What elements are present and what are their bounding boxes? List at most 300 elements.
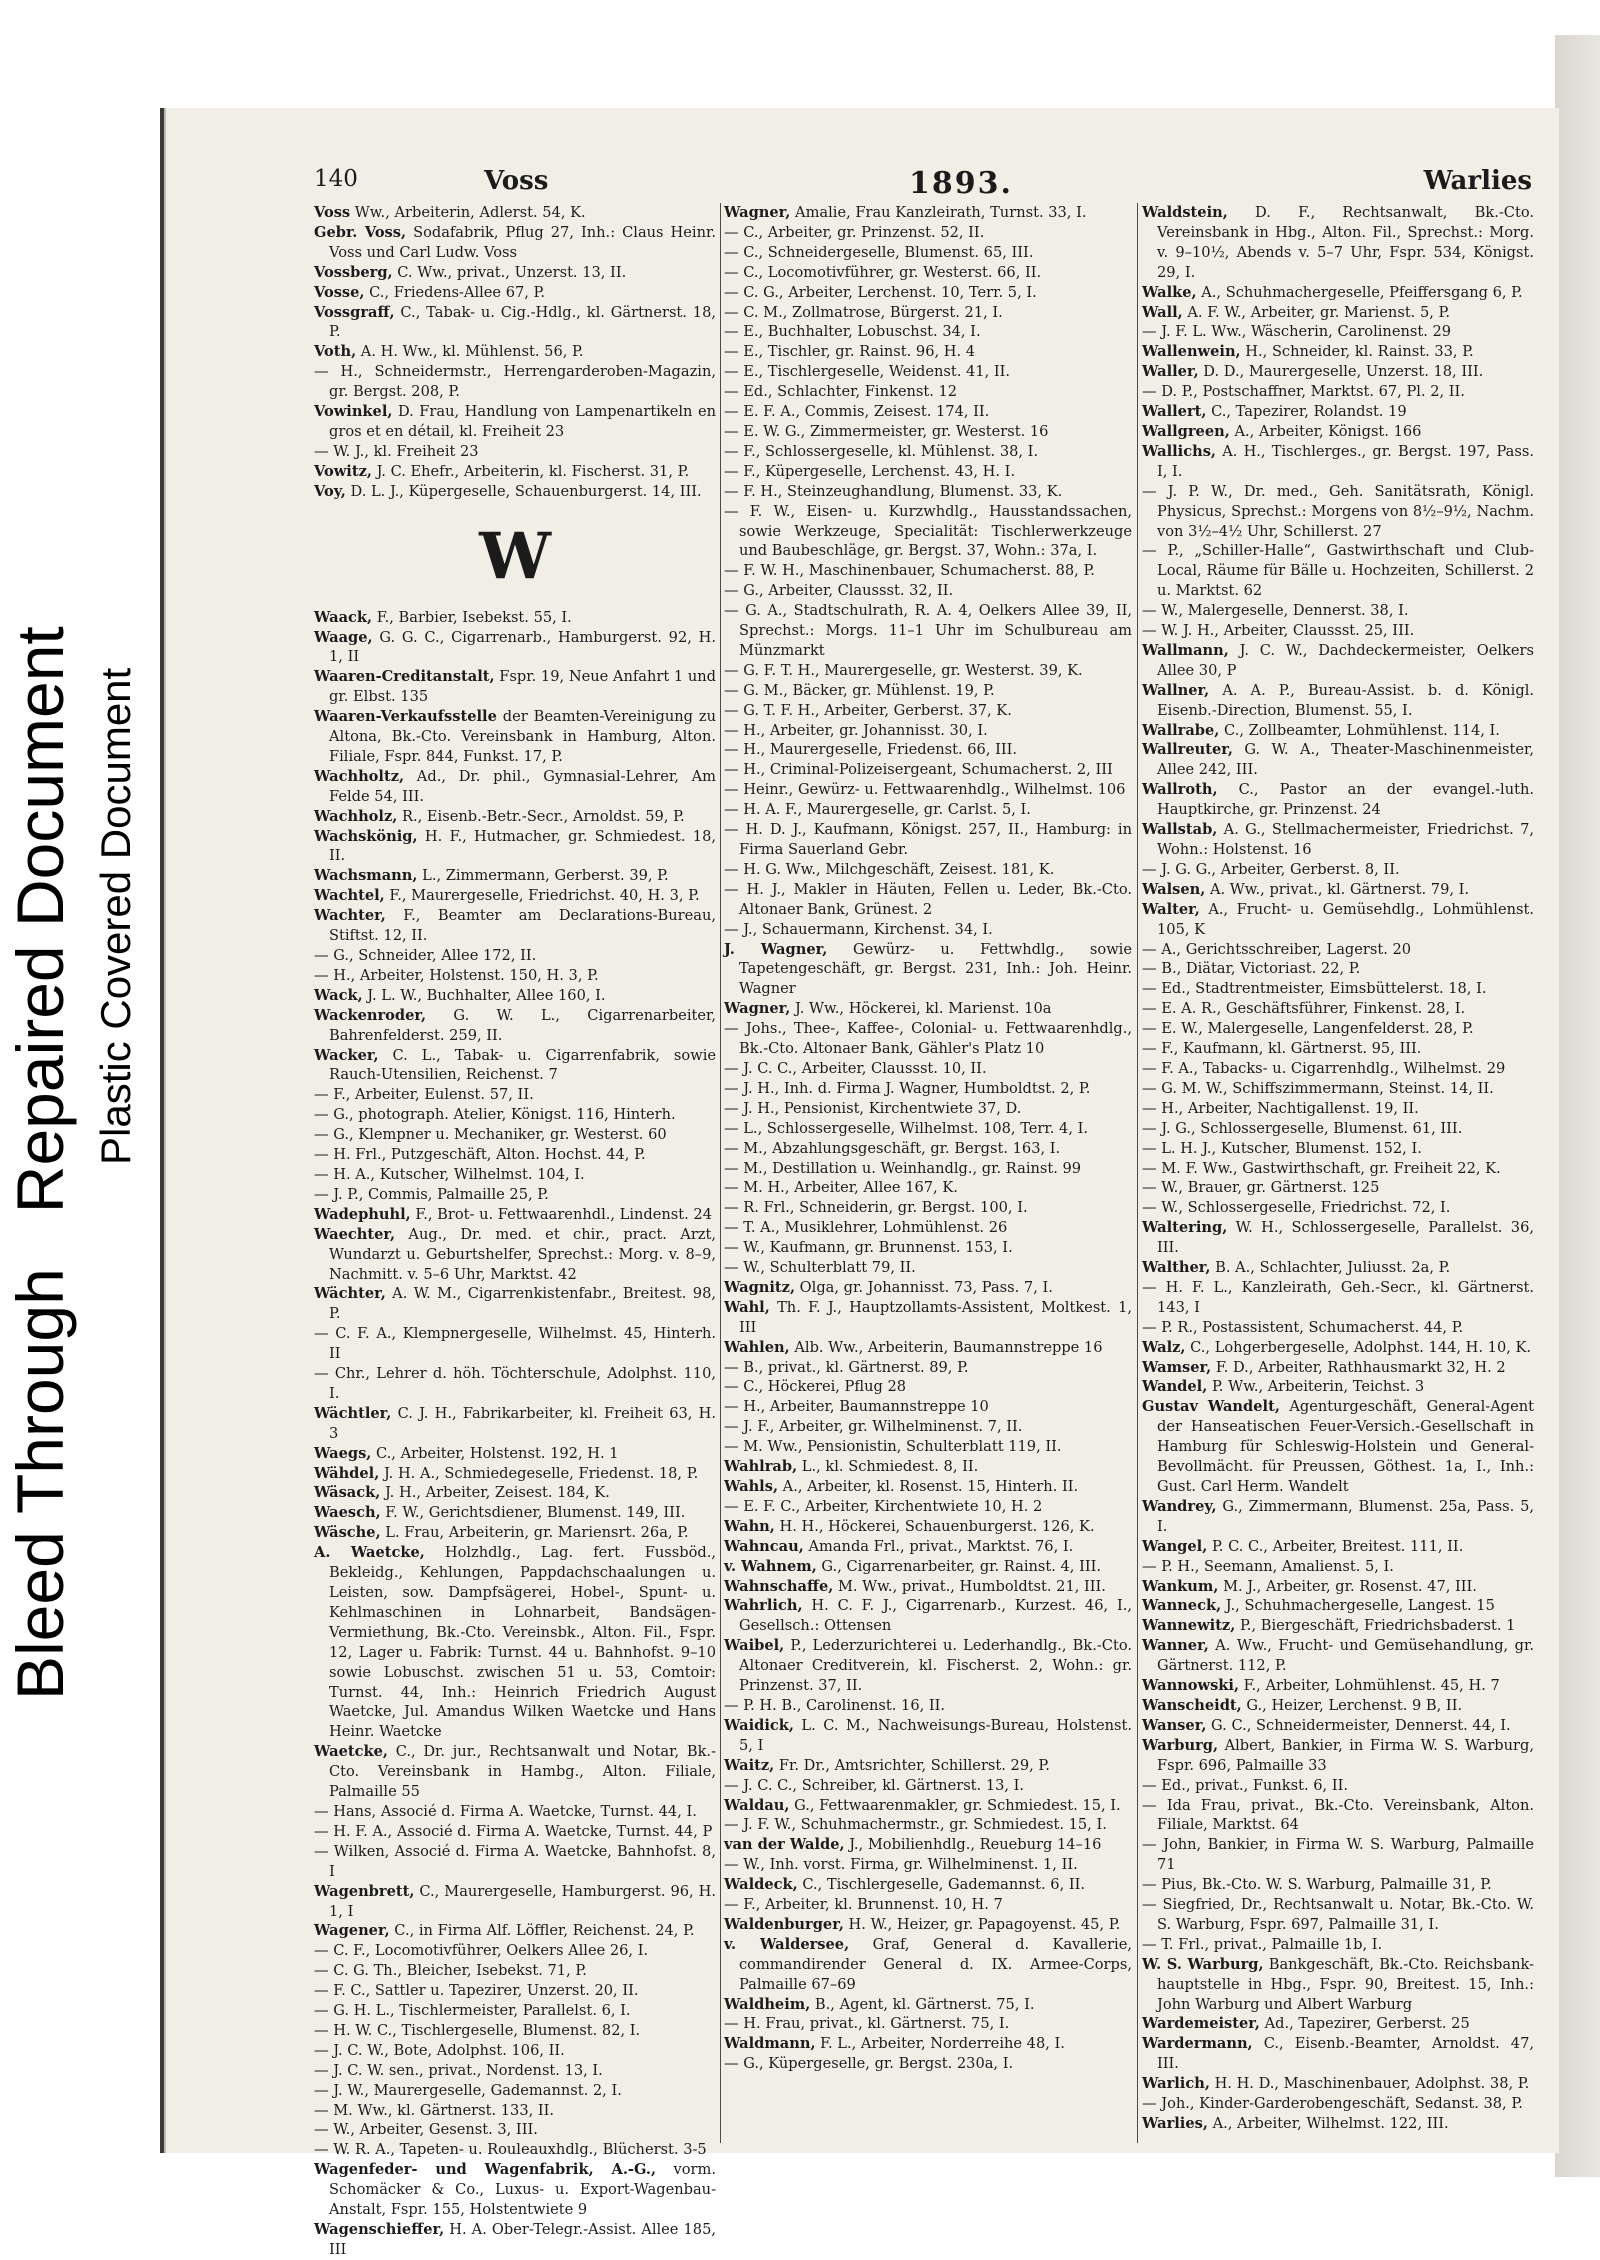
entry-details: G. W. A., Theater-Maschinenmeister, Allee 242, III. [1157, 741, 1534, 779]
entry-name: Wahl, [724, 1298, 770, 1316]
entry-name: Wahls, [724, 1478, 779, 1495]
entry-details: F., Beamter am Declarations-Bureau, Stiftst. 12, II. [329, 907, 716, 945]
entry-name: Wahlen, [724, 1338, 790, 1356]
entry-details: P. C. C., Arbeiter, Breitest. 111, II. [1207, 1537, 1464, 1555]
directory-entry [314, 1006, 716, 1046]
entry-details: H. H., Höckerei, Schauenburgerst. 126, K. [774, 1517, 1095, 1535]
directory-entry [724, 1875, 1132, 1895]
directory-entry [1142, 1616, 1534, 1636]
column-2 [724, 203, 1132, 2143]
directory-entry [1142, 1497, 1534, 1537]
entry-name: Wallmann, [1142, 641, 1229, 659]
directory-entry [314, 1822, 716, 1842]
directory-entry [724, 482, 1132, 502]
directory-entry [724, 1338, 1132, 1358]
entry-name: Voss [314, 204, 351, 221]
directory-entry [314, 767, 716, 807]
directory-entry [1142, 621, 1534, 641]
entry-name: Wanner, [1142, 1637, 1209, 1655]
entry-details: — H., Arbeiter, Holstenst. 150, H. 3, P. [314, 966, 599, 984]
entry-details: — C., Schneidergeselle, Blumenst. 65, III. [724, 243, 1034, 261]
directory-entry [1142, 2014, 1534, 2034]
directory-entry [724, 1477, 1132, 1497]
entry-details: — J. C. C., Schreiber, kl. Gärtnerst. 13, I. [724, 1776, 1025, 1794]
entry-details: H. C. F. J., Cigarrenarb., Kurzest. 46, I., Gesellsch.: Ottensen [739, 1597, 1132, 1635]
entry-name: Wannowski, [1142, 1677, 1240, 1695]
entry-details: B. A., Schlachter, Juliusst. 2a, P. [1210, 1259, 1451, 1277]
entry-details: Amalie, Frau Kanzleirath, Turnst. 33, I. [790, 204, 1087, 221]
entry-name: Wannewitz, [1142, 1617, 1236, 1635]
entry-details: — M. H., Arbeiter, Allee 167, K. [724, 1179, 958, 1197]
directory-entry [724, 860, 1132, 880]
directory-entry [314, 1225, 716, 1285]
directory-entry [1142, 860, 1534, 880]
directory-entry [724, 1596, 1132, 1636]
directory-entry [1142, 1636, 1534, 1676]
directory-entry [314, 402, 716, 442]
entry-details: — H. F. L., Kanzleirath, Geh.-Secr., kl. Gärtnerst. 143, I [1142, 1278, 1534, 1316]
column-rule [720, 203, 721, 2143]
directory-entry [1142, 1198, 1534, 1218]
entry-details: — W., Schlossergeselle, Friedrichst. 72, I. [1142, 1199, 1451, 1217]
directory-entry [724, 1417, 1132, 1437]
entry-details: — J. P., Commis, Palmaille 25, P. [314, 1185, 549, 1203]
entry-name: Wachter, [314, 907, 386, 925]
directory-entry [314, 263, 716, 283]
entry-name: Walther, [1142, 1259, 1211, 1277]
directory-entry [1142, 1338, 1534, 1358]
entry-details: A., Arbeiter, Wilhelmst. 122, III. [1207, 2115, 1449, 2132]
directory-entry [314, 1483, 716, 1503]
entry-details: — B., Diätar, Victoriast. 22, P. [1142, 960, 1361, 978]
entry-details: G., Heizer, Lerchenst. 9 B, II. [1241, 1696, 1463, 1714]
directory-entry [314, 1125, 716, 1145]
entry-name: Wallgreen, [1142, 422, 1230, 440]
directory-entry [1142, 959, 1534, 979]
entry-name: Wacker, [314, 1046, 379, 1064]
entry-name: Waidick, [724, 1716, 794, 1734]
entry-details: Graf, General d. Kavallerie, commandirender General d. IX. Armee-Corps, Palmaille 67–69 [739, 1935, 1132, 1993]
directory-entry [1142, 1178, 1534, 1198]
entry-details: — T. Frl., privat., Palmaille 1b, I. [1142, 1935, 1383, 1953]
entry-name: Wardemeister, [1142, 2015, 1260, 2033]
entry-details: D. L. J., Küpergeselle, Schauenburgerst. 14, III. [345, 482, 702, 500]
label-repaired-document: Repaired Document [3, 626, 77, 1214]
directory-entry [724, 1178, 1132, 1198]
entry-details: Ad., Dr. phil., Gymnasial-Lehrer, Am Felde 54, III. [329, 767, 716, 805]
entry-name: Waltering, [1142, 1219, 1228, 1237]
directory-entry [724, 1139, 1132, 1159]
directory-entry [724, 681, 1132, 701]
directory-entry [724, 701, 1132, 721]
directory-entry [314, 866, 716, 886]
entry-details: — H., Maurergeselle, Friedenst. 66, III. [724, 741, 1018, 759]
directory-entry [1142, 1139, 1534, 1159]
entry-details: H. A. Ober-Telegr.-Assist. Allee 185, III [329, 2221, 716, 2258]
entry-name: v. Waldersee, [724, 1935, 850, 1953]
entry-details: — M. Ww., Pensionistin, Schulterblatt 119, II. [724, 1438, 1062, 1456]
directory-entry [724, 382, 1132, 402]
directory-entry [1142, 1019, 1534, 1039]
directory-entry [1142, 1099, 1534, 1119]
directory-entry [1142, 1577, 1534, 1597]
entry-name: Voth, [314, 343, 357, 361]
entry-details: Sodafabrik, Pflug 27, Inh.: Claus Heinr. Voss und Carl Ludw. Voss [329, 223, 716, 261]
entry-details: — F. A., Tabacks- u. Cigarrenhdlg., Wilhelmst. 29 [1142, 1059, 1506, 1077]
entry-details: — A., Gerichtsschreiber, Lagerst. 20 [1142, 940, 1412, 958]
entry-details: — C. F., Locomotivführer, Oelkers Allee 26, I. [314, 1942, 649, 1960]
directory-entry [1142, 1875, 1534, 1895]
entry-details: — C. F. A., Klempnergeselle, Wilhelmst. 45, Hinterh. II [314, 1325, 716, 1363]
directory-entry [1142, 1736, 1534, 1776]
entry-details: — W., Arbeiter, Gesenst. 3, III. [314, 2121, 538, 2139]
directory-entry [724, 1776, 1132, 1796]
entry-name: Wahnschaffe, [724, 1577, 834, 1595]
directory-entry [1142, 1776, 1534, 1796]
entry-name: Wachtel, [314, 887, 385, 905]
entry-details: Olga, gr. Johannisst. 73, Pass. 7, I. [795, 1278, 1053, 1296]
entry-details: — W., Brauer, gr. Gärtnerst. 125 [1142, 1179, 1380, 1197]
entry-details: — H. F. A., Associé d. Firma A. Waetcke, Turnst. 44, P [314, 1822, 713, 1840]
entry-name: Wahn, [724, 1517, 775, 1535]
entry-name: Waetcke, [314, 1743, 388, 1761]
entry-details: Ad., Tapezirer, Gerberst. 25 [1259, 2015, 1470, 2033]
directory-entry [724, 880, 1132, 920]
directory-entry [1142, 2034, 1534, 2074]
entry-details: — J. F., Arbeiter, gr. Wilhelminenst. 7, II. [724, 1418, 1023, 1436]
entry-details: C., Arbeiter, Holstenst. 192, H. 1 [371, 1444, 619, 1462]
entry-details: — W., Inh. vorst. Firma, gr. Wilhelminenst. 1, II. [724, 1856, 1078, 1874]
entry-details: Fspr. 19, Neue Anfahrt 1 und gr. Elbst. 135 [329, 668, 716, 706]
entry-details: L. C. M., Nachweisungs-Bureau, Holstenst. 5, I [739, 1716, 1132, 1754]
directory-entry [1142, 1557, 1534, 1577]
directory-entry [724, 1278, 1132, 1298]
entry-name: Wallstab, [1142, 821, 1218, 839]
directory-entry [314, 1981, 716, 2001]
entry-details: — John, Bankier, in Firma W. S. Warburg, Palmaille 71 [1142, 1836, 1534, 1874]
entry-name: Wackenroder, [314, 1006, 427, 1024]
entry-details: F., Brot- u. Fettwaarenhdl., Lindenst. 24 [410, 1205, 712, 1223]
entry-name: Waibel, [724, 1637, 785, 1655]
directory-entry [724, 1099, 1132, 1119]
entry-details: — W. J. H., Arbeiter, Claussst. 25, III. [1142, 622, 1415, 640]
entry-details: — P. H. B., Carolinenst. 16, II. [724, 1696, 946, 1714]
directory-entry [1142, 482, 1534, 542]
directory-entry [314, 986, 716, 1006]
directory-entry [1142, 1278, 1534, 1318]
directory-entry [724, 1537, 1132, 1557]
entry-name: Wagenschieffer, [314, 2221, 445, 2238]
directory-entry [314, 462, 716, 482]
entry-details: — M. F. Ww., Gastwirthschaft, gr. Freiheit 22, K. [1142, 1159, 1501, 1177]
entry-details: — G. A., Stadtschulrath, R. A. 4, Oelkers Allee 39, II, Sprechst.: Morgs. 11–1 Uhr im Schulbureau am Münzmarkt [724, 602, 1132, 659]
directory-entry [724, 243, 1132, 263]
entry-details: J. H., Arbeiter, Zeisest. 184, K. [380, 1484, 610, 1502]
entry-name: Wagenfeder- und Wagenfabrik, A.-G., [314, 2161, 657, 2179]
entry-name: Warlich, [1142, 2075, 1210, 2093]
entry-name: Waegs, [314, 1444, 372, 1462]
entry-details: — W. J., kl. Freiheit 23 [314, 442, 479, 460]
directory-entry [1142, 2074, 1534, 2094]
entry-details: F., Arbeiter, Lohmühlenst. 45, H. 7 [1239, 1677, 1500, 1695]
directory-entry [724, 283, 1132, 303]
entry-details: B., Agent, kl. Gärtnerst. 75, I. [810, 1995, 1035, 2013]
entry-details: der Beamten-Vereinigung zu Altona, Bk.-Cto. Vereinsbank in Hamburg, Alton. Filiale, Fspr. 844, Funkst. 17, P. [329, 708, 716, 765]
entry-details: L., kl. Schmiedest. 8, II. [797, 1458, 979, 1476]
directory-entry [724, 1935, 1132, 1995]
directory-entry [1142, 900, 1534, 940]
directory-entry [314, 203, 716, 223]
entry-details: D. Frau, Handlung von Lampenartikeln en gros et en détail, kl. Freiheit 23 [329, 403, 716, 440]
entry-details: Alb. Ww., Arbeiterin, Baumannstreppe 16 [789, 1338, 1103, 1356]
directory-entry [724, 1756, 1132, 1776]
entry-details: — G., Küpergeselle, gr. Bergst. 230a, I. [724, 2055, 1014, 2073]
section-letter: W [479, 518, 551, 594]
directory-entry [314, 1046, 716, 1086]
entry-details: G., Zimmermann, Blumenst. 25a, Pass. 5, I. [1157, 1497, 1534, 1535]
directory-entry [724, 1238, 1132, 1258]
directory-entry [1142, 2114, 1534, 2134]
entry-details: C., Dr. jur., Rechtsanwalt und Notar, Bk.-Cto. Vereinsbank in Hambg., Alton. Filiale, Palmaille 55 [329, 1743, 716, 1801]
directory-entry [1142, 1079, 1534, 1099]
directory-entry [724, 1716, 1132, 1756]
page-edge [1555, 35, 1600, 2177]
entry-details: — Ed., Stadtrentmeister, Eimsbüttelerst. 18, I. [1142, 980, 1487, 998]
directory-entry [1142, 283, 1534, 303]
entry-details: — J. G., Schlossergeselle, Blumenst. 61, III. [1142, 1119, 1463, 1137]
entry-details: — C. G. Th., Bleicher, Isebekst. 71, P. [314, 1962, 587, 1980]
entry-details: — Hans, Associé d. Firma A. Waetcke, Turnst. 44, I. [314, 1802, 697, 1820]
entry-details: — R. Frl., Schneiderin, gr. Bergst. 100, I. [724, 1199, 1028, 1217]
entry-name: Waesch, [314, 1504, 381, 1522]
directory-entry [1142, 1716, 1534, 1736]
entry-details: — H. A., Kutscher, Wilhelmst. 104, I. [314, 1165, 585, 1183]
header-left-word: Voss [484, 166, 549, 196]
entry-name: Waller, [1142, 363, 1199, 381]
entry-details: — J. C. W., Bote, Adolphst. 106, II. [314, 2041, 565, 2059]
entry-details: C., Zollbeamter, Lohmühlenst. 114, I. [1219, 721, 1500, 739]
entry-name: Waaren-Creditanstalt, [314, 668, 495, 686]
directory-entry [1142, 999, 1534, 1019]
directory-entry [1142, 541, 1534, 601]
entry-details: — W., Kaufmann, gr. Brunnenst. 153, I. [724, 1239, 1013, 1257]
entry-name: Gebr. Voss, [314, 223, 407, 241]
entry-details: C., Friedens-Allee 67, P. [364, 283, 546, 301]
directory-entry [314, 608, 716, 628]
directory-entry [724, 1119, 1132, 1139]
directory-entry [314, 1185, 716, 1205]
directory-entry [314, 1523, 716, 1543]
entry-details: — E. F. C., Arbeiter, Kirchentwiete 10, H. 2 [724, 1497, 1043, 1515]
side-labels [0, 0, 160, 2177]
entry-name: J. Wagner, [724, 940, 828, 958]
directory-entry [724, 263, 1132, 283]
directory-entry [724, 1696, 1132, 1716]
directory-entry [724, 1298, 1132, 1338]
entry-details: — G., Klempner u. Mechaniker, gr. Westerst. 60 [314, 1126, 667, 1144]
entry-details: — T. A., Musiklehrer, Lohmühlenst. 26 [724, 1219, 1008, 1237]
entry-details: A. G., Stellmachermeister, Friedrichst. 7, Wohn.: Holstenst. 16 [1157, 821, 1534, 858]
entry-name: Walsen, [1142, 880, 1206, 898]
entry-details: Bankgeschäft, Bk.-Cto. Reichsbank-hauptstelle in Hbg., Fspr. 90, Breitest. 15, Inh.: John Warburg und Albert Warburg [1157, 1955, 1534, 2013]
label-bleed-repaired [2, 626, 78, 1700]
entry-details: — G., Arbeiter, Claussst. 32, II. [724, 582, 954, 600]
entry-details: — G. F. T. H., Maurergeselle, gr. Westerst. 39, K. [724, 661, 1083, 679]
directory-entry [724, 502, 1132, 562]
directory-entry [724, 920, 1132, 940]
directory-entry [724, 1636, 1132, 1696]
directory-entry [724, 1258, 1132, 1278]
entry-details: — H., Arbeiter, gr. Johannisst. 30, I. [724, 721, 988, 739]
entry-details: — G. M. W., Schiffszimmermann, Steinst. 14, II. [1142, 1079, 1494, 1097]
entry-details: — H., Arbeiter, Nachtigallenst. 19, II. [1142, 1099, 1419, 1117]
entry-details: C., Pastor an der evangel.-luth. Hauptkirche, gr. Prinzenst. 24 [1157, 781, 1534, 819]
entry-details: — E., Tischler, gr. Rainst. 96, H. 4 [724, 343, 976, 361]
header-right-word: Warlies [1423, 166, 1532, 196]
entry-details: C. L., Tabak- u. Cigarrenfabrik, sowie Rauch-Utensilien, Reichenst. 7 [329, 1046, 716, 1084]
entry-details: L., Zimmermann, Gerberst. 39, P. [417, 867, 669, 885]
entry-details: — J. C. W. sen., privat., Nordenst. 13, I. [314, 2061, 603, 2079]
entry-name: Wanneck, [1142, 1597, 1222, 1615]
entry-details: A., Schuhmachergeselle, Pfeiffersgang 6, P. [1196, 283, 1523, 301]
directory-entry [314, 667, 716, 707]
directory-entry [314, 442, 716, 462]
entry-details: — F., Arbeiter, Eulenst. 57, II. [314, 1086, 534, 1104]
entry-details: G. W. L., Cigarrenarbeiter, Bahrenfelderst. 259, II. [329, 1006, 716, 1044]
directory-entry [724, 760, 1132, 780]
directory-entry [314, 1165, 716, 1185]
entry-details: A. A. P., Bureau-Assist. b. d. Königl. Eisenb.-Direction, Blumenst. 55, I. [1157, 681, 1534, 719]
column-1 [314, 203, 716, 2258]
entry-details: A. F. W., Arbeiter, gr. Marienst. 5, P. [1182, 303, 1451, 321]
entry-details: — C., Höckerei, Pflug 28 [724, 1378, 907, 1396]
entry-details: Albert, Bankier, in Firma W. S. Warburg, Fspr. 696, Palmaille 33 [1157, 1736, 1534, 1774]
directory-entry [724, 1019, 1132, 1059]
entry-details: C., Tabak- u. Cig.-Hdlg., kl. Gärtnerst. 18, P. [329, 303, 716, 341]
entry-name: Waldheim, [724, 1995, 811, 2013]
directory-entry [1142, 1955, 1534, 2015]
entry-details: — M., Destillation u. Weinhandlg., gr. Rainst. 99 [724, 1159, 1082, 1177]
entry-details: Gewürz- u. Fettwhdlg., sowie Tapetengeschäft, gr. Bergst. 231, Inh.: Joh. Heinr. Wagner [739, 940, 1132, 998]
entry-details: — L. H. J., Kutscher, Blumenst. 152, I. [1142, 1139, 1422, 1157]
label-plastic-covered: Plastic Covered Document [92, 667, 139, 1165]
directory-entry [1142, 1119, 1534, 1139]
directory-entry [314, 1085, 716, 1105]
directory-entry [1142, 1835, 1534, 1875]
entry-details: G., Fettwaarenmakler, gr. Schmiedest. 15, I. [789, 1796, 1121, 1814]
directory-entry [724, 820, 1132, 860]
directory-entry [724, 1517, 1132, 1537]
entry-details: J. H. A., Schmiedegeselle, Friedenst. 18, P. [379, 1464, 699, 1482]
entry-details: — G., Schneider, Allee 172, II. [314, 947, 537, 964]
directory-entry [724, 1497, 1132, 1517]
entry-details: — J. F. W., Schuhmachermstr., gr. Schmiedest. 15, I. [724, 1816, 1107, 1834]
directory-entry [724, 940, 1132, 1000]
directory-entry [314, 1145, 716, 1165]
entry-details: Ww., Arbeiterin, Adlerst. 54, K. [350, 204, 586, 221]
directory-entry [1142, 1696, 1534, 1716]
entry-name: Waldeck, [724, 1876, 798, 1894]
directory-entry [314, 1543, 716, 1742]
entry-name: Wachskönig, [314, 827, 418, 845]
directory-entry [314, 1444, 716, 1464]
entry-details: G. C., Schneidermeister, Dennerst. 44, I. [1206, 1716, 1511, 1734]
entry-details: — D. P., Postschaffner, Marktst. 67, Pl. 2, II. [1142, 383, 1465, 401]
directory-entry [1142, 322, 1534, 342]
entry-details: — E. F. A., Commis, Zeisest. 174, II. [724, 403, 990, 421]
directory-entry [314, 2120, 716, 2140]
entry-details: — Wilken, Associé d. Firma A. Waetcke, Bahnhofst. 8, I [314, 1842, 716, 1880]
entry-name: Wagener, [314, 1922, 390, 1940]
entry-details: G. G. C., Cigarrenarb., Hamburgerst. 92, H. 1, II [329, 628, 716, 666]
entry-name: Vossberg, [314, 263, 393, 281]
directory-entry [314, 1324, 716, 1364]
directory-entry [1142, 402, 1534, 422]
entry-details: J., Mobilienhdlg., Reueburg 14–16 [844, 1836, 1102, 1854]
entry-details: — J. W., Maurergeselle, Gademannst. 2, I. [314, 2081, 622, 2099]
entry-details: C., Lohgerbergeselle, Adolphst. 144, H. 10, K. [1185, 1338, 1532, 1356]
directory-entry [1142, 1318, 1534, 1338]
entry-details: Fr. Dr., Amtsrichter, Schillerst. 29, P. [774, 1756, 1050, 1774]
entry-name: Waldstein, [1142, 204, 1228, 221]
entry-details: — H., Schneidermstr., Herrengarderoben-Magazin, gr. Bergst. 208, P. [314, 363, 716, 401]
directory-entry [314, 2220, 716, 2260]
entry-name: Vowinkel, [314, 403, 393, 421]
entry-details: — H. G. Ww., Milchgeschäft, Zeisest. 181, K. [724, 860, 1055, 878]
entry-name: van der Walde, [724, 1836, 845, 1854]
directory-entry [1142, 1059, 1534, 1079]
entry-details: M. J., Arbeiter, gr. Rosenst. 47, III. [1218, 1577, 1477, 1595]
directory-entry [314, 1882, 716, 1922]
directory-entry [724, 2054, 1132, 2074]
directory-entry [314, 1921, 716, 1941]
page-number: 140 [314, 166, 358, 192]
directory-entry [314, 223, 716, 263]
entry-details: D. F., Rechtsanwalt, Bk.-Cto. Vereinsbank in Hbg., Alton. Fil., Sprechst.: Morg. v. 9–10½, Abends v. 5–7 Uhr, Fspr. 534, Königst. 29, I. [1157, 204, 1534, 281]
directory-entry [724, 322, 1132, 342]
directory-entry [724, 462, 1132, 482]
entry-details: — Pius, Bk.-Cto. W. S. Warburg, Palmaille 31, P. [1142, 1876, 1492, 1894]
entry-details: — H. D. J., Kaufmann, Königst. 257, II., Hamburg: in Firma Sauerland Gebr. [724, 821, 1132, 858]
entry-details: — F. C., Sattler u. Tapezirer, Unzerst. 20, II. [314, 1982, 639, 2000]
entry-name: Wachholtz, [314, 767, 405, 785]
directory-entry [724, 2014, 1132, 2034]
entry-name: Wankum, [1142, 1577, 1219, 1595]
entry-name: Wäsack, [314, 1484, 381, 1502]
column-rule [1137, 203, 1138, 2143]
entry-details: — E. A. R., Geschäftsführer, Finkenst. 28, I. [1142, 1000, 1466, 1018]
entry-name: Wallroth, [1142, 781, 1218, 799]
directory-entry [314, 1105, 716, 1125]
directory-entry [1142, 1358, 1534, 1378]
entry-details: F. W., Gerichtsdiener, Blumenst. 149, III. [380, 1504, 686, 1522]
entry-details: H. W., Heizer, gr. Papagoyenst. 45, P. [843, 1915, 1121, 1933]
directory-entry [314, 2061, 716, 2081]
directory-entry [724, 601, 1132, 661]
entry-details: — G., photograph. Atelier, Königst. 116, Hinterh. [314, 1106, 676, 1124]
directory-entry [1142, 1895, 1534, 1935]
directory-entry [724, 362, 1132, 382]
directory-entry [314, 1404, 716, 1444]
entry-details: — Ed., privat., Funkst. 6, II. [1142, 1776, 1348, 1794]
directory-entry [1142, 1159, 1534, 1179]
entry-details: C., in Firma Alf. Löffler, Reichenst. 24, P. [389, 1922, 695, 1940]
entry-details: G., Cigarrenarbeiter, gr. Rainst. 4, III. [816, 1557, 1102, 1575]
entry-details: — G. H. L., Tischlermeister, Parallelst. 6, I. [314, 2002, 631, 2020]
directory-entry [1142, 641, 1534, 681]
directory-entry [314, 628, 716, 668]
entry-details: — C., Arbeiter, gr. Prinzenst. 52, II. [724, 223, 985, 241]
